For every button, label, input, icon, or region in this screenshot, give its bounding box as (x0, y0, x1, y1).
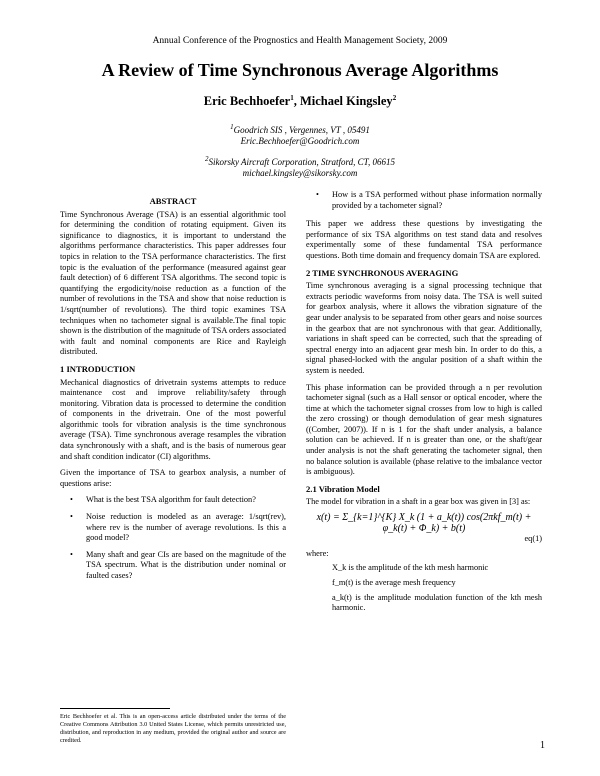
list-item-text: Many shaft and gear CIs are based on the magnitude of the TSA spectrum. What is the distribution under nominal or faulted cases? (86, 549, 286, 580)
tsa-paragraph-3: The model for vibration in a shaft in a gear box was given in [3] as: (306, 497, 531, 507)
bullet-icon: • (70, 549, 73, 559)
author-1: Eric Bechhoefer (203, 94, 291, 109)
question-list-continued (306, 190, 542, 211)
intro-paragraph-2: Given the importance of TSA to gearbox analysis, a number of questions arise: (60, 468, 286, 488)
list-item (60, 550, 286, 582)
page-number: 1 (540, 740, 545, 751)
aff1-sup: 1 (230, 123, 234, 131)
tsa-paragraph-1: Time synchronous averaging is a signal processing technique that extracts periodic waveforms from noisy data. The TSA is well suited for gearbox analysis, where it allows the vibration signature of the gear under analysis to be separated from other gears and noise sources in the gearbox that are not synchronous with that gear. Additionally, variations in shaft speed can be corrected, such that the spreading of spectral energy into an adjacent gear mesh bin. In order to do this, a signal phased-locked with the angular position of a shaft within the system is needed. (306, 281, 542, 375)
list-item-text: What is the best TSA algorithm for fault detection? (86, 495, 256, 505)
definition-amplitude: X_k is the amplitude of the kth mesh harmonic (332, 563, 489, 573)
list-item (306, 190, 542, 211)
aff1-email: Eric.Bechhoefer@Goodrich.com (240, 136, 360, 146)
vibration-model-heading: 2.1 Vibration Model (306, 483, 380, 494)
aff2-sup: 2 (204, 155, 209, 163)
license-footnote: Eric Bechhoefer et al. This is an open-access article distributed under the terms of the Creative Commons Attribution 3.0 United States License, which permits unrestricted use, distribution, and reproduction in any medium, provided the original author and source are credited. (60, 713, 286, 744)
equation-1: x(t) = Σ_{k=1}^{K} X_k (1 + a_k(t)) cos(2πkf_m(t) + φ_k(t) + Φ_k) + b(t) (316, 512, 532, 534)
definition-mesh-frequency: f_m(t) is the average mesh frequency (332, 578, 456, 587)
affiliation-1 (0, 122, 600, 147)
conference-header: Annual Conference of the Prognostics and Health Management Society, 2009 (152, 36, 448, 46)
list-item (60, 512, 286, 544)
list-item (60, 495, 286, 506)
list-item-text: Noise reduction is modeled as an average: 1/sqrt(rev), where rev is the number of average revolutions. Is this a good model? (86, 512, 286, 543)
author-2: Michael Kingsley (299, 94, 393, 109)
author-2-sup: 2 (392, 94, 397, 102)
aff2-line1: Sikorsky Aircraft Corporation, Stratford, CT, 06615 (208, 157, 395, 167)
abstract-heading: ABSTRACT (149, 196, 197, 206)
affiliation-2 (0, 154, 600, 179)
abstract-text: Time Synchronous Average (TSA) is an essential algorithmic tool for determining the condition of rotating equipment. Given its significance to diagnostics, it is important to understand the algorithms performance characteristics. This paper addresses four topics in relation to the TSA performance characteristics. The first topic is the evaluation of the performance (measured against gear fault detection) of 6 different TSA algorithms. The second topic is quantifying the ergodicity/noise reduction as a function of the number of revolutions in the TSA and show that noise reduction is 1/sqrt(number of revolutions). The third topic examines TSA techniques when no tachometer signal is available.The final topic shown is the distribution of the magnitude of TSA orders associated with fault and nominal components are Rice and Rayleigh distributed. (60, 209, 286, 357)
question-list (60, 495, 286, 581)
bullet-icon: • (316, 190, 319, 199)
bullet-icon: • (70, 512, 73, 522)
author-1-sup: 1 (290, 94, 294, 102)
tsa-paragraph-2: This phase information can be provided through a n per revolution tachometer signal (such as a Hall sensor or optical encoder, where the time at which the tachometer signal crosses from low to high is called the zero crossing) or though demodulation of gear mesh signatures ((Comber, 2007)). If n is 1 for the shaft under analysis, a balance solution can be achieved. If n is greater than one, or the shaft/gear under analysis is not the shaft generating the tachometer signal, then no balance solution is available (phase relative to the imbalance vector is ambiguous). (306, 382, 542, 477)
intro-paragraph-3: This paper we address these questions by investigating the performance of six TSA algorithms on test stand data and resolves experimentally some of these fundamental TSA performance questions. Both time domain and frequency domain TSA are explored. (306, 219, 542, 260)
list-item-text: How is a TSA performed without phase information normally provided by a tachometer signal? (332, 190, 542, 210)
bullet-icon: • (70, 495, 73, 505)
where-label: where: (306, 548, 329, 558)
footnote-rule (60, 708, 170, 709)
author-separator: , (293, 94, 300, 109)
equation-label: eq(1) (524, 534, 542, 544)
tsa-heading: 2 TIME SYNCHRONOUS AVERAGING (306, 267, 459, 278)
right-column (306, 190, 542, 614)
definition-amplitude-modulation: a_k(t) is the amplitude modulation function of the kth mesh harmonic. (332, 592, 542, 613)
intro-paragraph-1: Mechanical diagnostics of drivetrain systems attempts to reduce maintenance cost and improve reliability/safety through monitoring. Vibration data is processed to determine the condition of components in the drivetrain. One of the most powerful algorithmic tools for vibration analysis is the time synchronous average (TSA). Time synchronous average resamples the vibration data synchronously with a shaft, and is the basis of numerous gear and shaft condition indicator (CI) algorithms. (60, 377, 286, 461)
left-column (60, 196, 286, 582)
paper-title: A Review of Time Synchronous Average Algorithms (101, 60, 499, 80)
intro-heading: 1 INTRODUCTION (60, 363, 136, 374)
aff2-email: michael.kingsley@sikorsky.com (242, 168, 358, 178)
aff1-line1: Goodrich SIS , Vergennes, VT , 05491 (233, 125, 370, 135)
author-line (0, 94, 600, 109)
